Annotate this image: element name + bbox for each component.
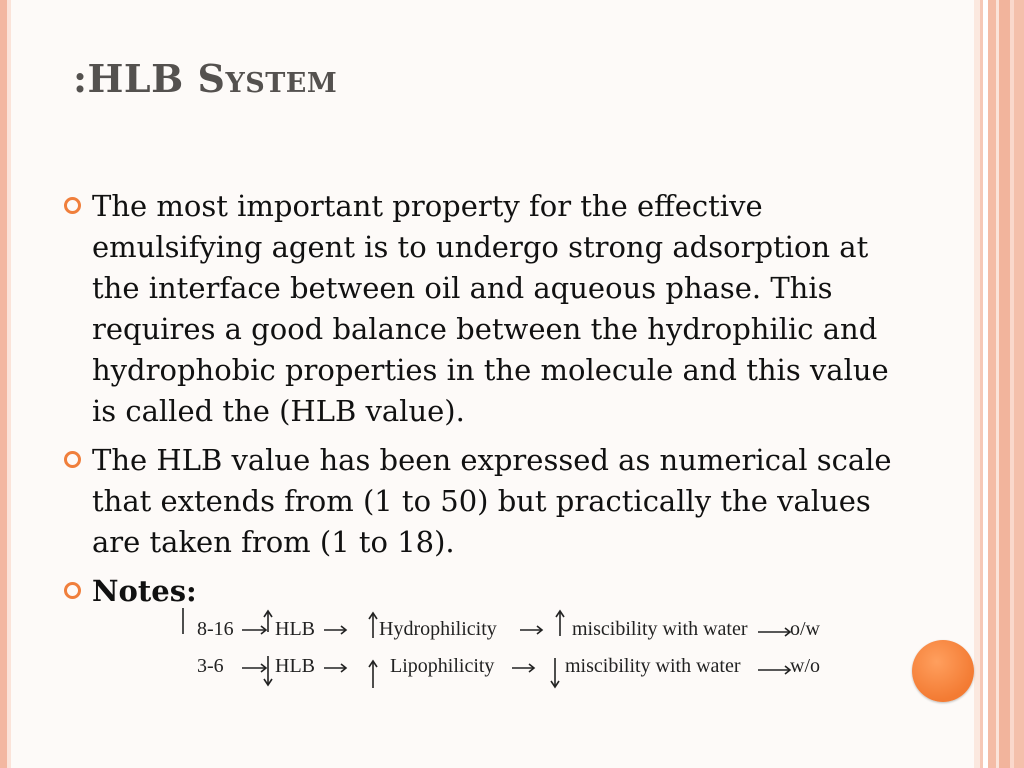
bullet-item xyxy=(60,186,920,432)
notes-type-2: w/o xyxy=(790,655,820,677)
notes-range-2: 3-6 xyxy=(197,655,224,677)
notes-property-1: Hydrophilicity xyxy=(379,618,497,640)
notes-miscibility-1: miscibility with water xyxy=(572,618,748,640)
notes-miscibility-2: miscibility with water xyxy=(565,655,741,677)
notes-range-1: 8-16 xyxy=(197,618,234,640)
bullet-text: The most important property for the effective emulsifying agent is to undergo strong adsorption at the interface between oil and aqueous phase. This requires a good balance between the hydrophilic and hydrophobic properties in the molecule and this value is called the (HLB value). xyxy=(92,189,889,428)
bullet-item xyxy=(60,440,920,563)
notes-hlb-2: HLB xyxy=(275,655,315,677)
decorative-orange-circle xyxy=(912,640,974,702)
notes-hlb-1: HLB xyxy=(275,618,315,640)
notes-property-2: Lipophilicity xyxy=(390,655,495,677)
notes-heading: Notes: xyxy=(92,574,197,608)
slide-title: :HLB System xyxy=(73,56,338,101)
bullet-list xyxy=(60,186,920,620)
bullet-circle-icon xyxy=(64,197,81,214)
notes-type-1: o/w xyxy=(790,618,820,640)
bullet-text: The HLB value has been expressed as numerical scale that extends from (1 to 50) but practically the values are taken from (1 to 18). xyxy=(92,443,892,559)
bullet-circle-icon xyxy=(64,451,81,468)
notes-diagram xyxy=(180,606,840,696)
bullet-circle-icon xyxy=(64,582,81,599)
left-decorative-stripe xyxy=(0,0,11,768)
right-decorative-stripes xyxy=(974,0,1024,768)
